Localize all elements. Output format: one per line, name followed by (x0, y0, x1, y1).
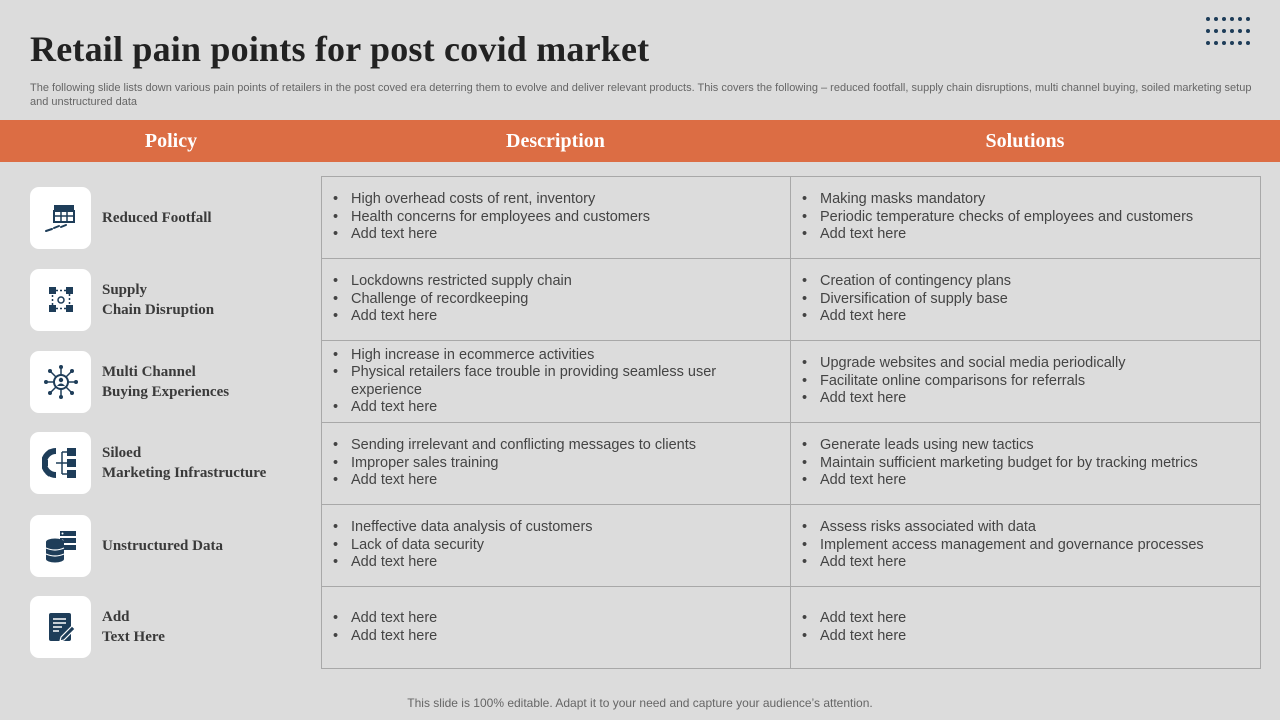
document-edit-icon (30, 596, 91, 658)
list-item: • Add text here (802, 472, 1250, 490)
list-item: • Add text here (333, 554, 780, 572)
table-row (322, 341, 1260, 423)
solutions-cell (791, 423, 1260, 504)
list-item: • Maintain sufficient marketing budget for by tracking metrics (802, 455, 1250, 473)
list-item: • Physical retailers face trouble in providing seamless user experience (333, 364, 780, 399)
list-item: • Add text here (802, 628, 1250, 646)
description-cell (322, 423, 791, 504)
policy-item-add-text (30, 596, 165, 658)
list-item: • Add text here (802, 610, 1250, 628)
policy-label: Add Text Here (102, 609, 165, 645)
list-item: • Add text here (333, 308, 780, 326)
policy-label: Siloed Marketing Infrastructure (102, 445, 267, 481)
policy-label: Supply Chain Disruption (102, 282, 215, 318)
description-cell (322, 587, 791, 668)
list-item: • Periodic temperature checks of employees and customers (802, 209, 1250, 227)
store-footfall-icon (30, 187, 91, 249)
solutions-cell (791, 587, 1260, 668)
table-row (322, 423, 1260, 505)
table-row (322, 587, 1260, 668)
list-item: • Implement access management and governance processes (802, 537, 1250, 555)
page-subtitle: The following slide lists down various pain points of retailers in the post coved era deterring them to evolve and deliver relevant products. This covers the following – reduced footfall, supply chain disruptions, multi channel buying, soiled marketing setup and unstructured data (30, 82, 1252, 108)
list-item: • Add text here (333, 472, 780, 490)
list-item: • Health concerns for employees and customers (333, 209, 780, 227)
header-solutions: Solutions (985, 130, 1065, 152)
list-item: • Assess risks associated with data (802, 519, 1250, 537)
list-item: • High overhead costs of rent, inventory (333, 191, 780, 209)
table-row (322, 259, 1260, 341)
list-item: • Ineffective data analysis of customers (333, 519, 780, 537)
list-item: • Upgrade websites and social media periodically (802, 355, 1250, 373)
database-icon (30, 515, 91, 577)
policy-item-siloed-marketing (30, 432, 266, 494)
list-item: • Add text here (802, 226, 1250, 244)
policy-item-unstructured-data (30, 515, 223, 577)
list-item: • Creation of contingency plans (802, 273, 1250, 291)
solutions-cell (791, 259, 1260, 340)
list-item: • Sending irrelevant and conflicting messages to clients (333, 437, 780, 455)
description-cell (322, 505, 791, 586)
supply-chain-icon (30, 269, 91, 331)
network-user-icon (30, 351, 91, 413)
table-row (322, 177, 1260, 259)
list-item: • Lockdowns restricted supply chain (333, 273, 780, 291)
list-item: • Diversification of supply base (802, 291, 1250, 309)
list-item: • Add text here (333, 226, 780, 244)
list-item: • Challenge of recordkeeping (333, 291, 780, 309)
solutions-cell (791, 341, 1260, 422)
header-policy: Policy (144, 130, 198, 152)
list-item: • Generate leads using new tactics (802, 437, 1250, 455)
policy-label: Unstructured Data (102, 538, 223, 554)
list-item: • Facilitate online comparisons for referrals (802, 373, 1250, 391)
page-title: Retail pain points for post covid market (30, 29, 650, 69)
table-header (0, 120, 1280, 162)
description-cell (322, 341, 791, 422)
list-item: • High increase in ecommerce activities (333, 347, 780, 365)
decorative-dots-icon (1206, 17, 1250, 45)
list-item: • Making masks mandatory (802, 191, 1250, 209)
policy-item-supply-chain (30, 269, 214, 331)
gear-hierarchy-icon (30, 432, 91, 494)
list-item: • Improper sales training (333, 455, 780, 473)
policy-item-reduced-footfall (30, 187, 212, 249)
policy-item-multi-channel (30, 351, 229, 413)
list-item: • Add text here (333, 399, 780, 417)
solutions-cell (791, 177, 1260, 258)
description-cell (322, 177, 791, 258)
footer-note: This slide is 100% editable. Adapt it to your need and capture your audience’s attention. (407, 696, 873, 710)
pain-points-table (321, 176, 1261, 669)
description-cell (322, 259, 791, 340)
list-item: • Add text here (802, 390, 1250, 408)
policy-label: Reduced Footfall (102, 210, 212, 226)
list-item: • Add text here (333, 628, 780, 646)
list-item: • Add text here (333, 610, 780, 628)
policy-label: Multi Channel Buying Experiences (102, 364, 230, 400)
list-item: • Add text here (802, 308, 1250, 326)
list-item: • Lack of data security (333, 537, 780, 555)
list-item: • Add text here (802, 554, 1250, 572)
solutions-cell (791, 505, 1260, 586)
table-row (322, 505, 1260, 587)
header-description: Description (506, 130, 605, 152)
